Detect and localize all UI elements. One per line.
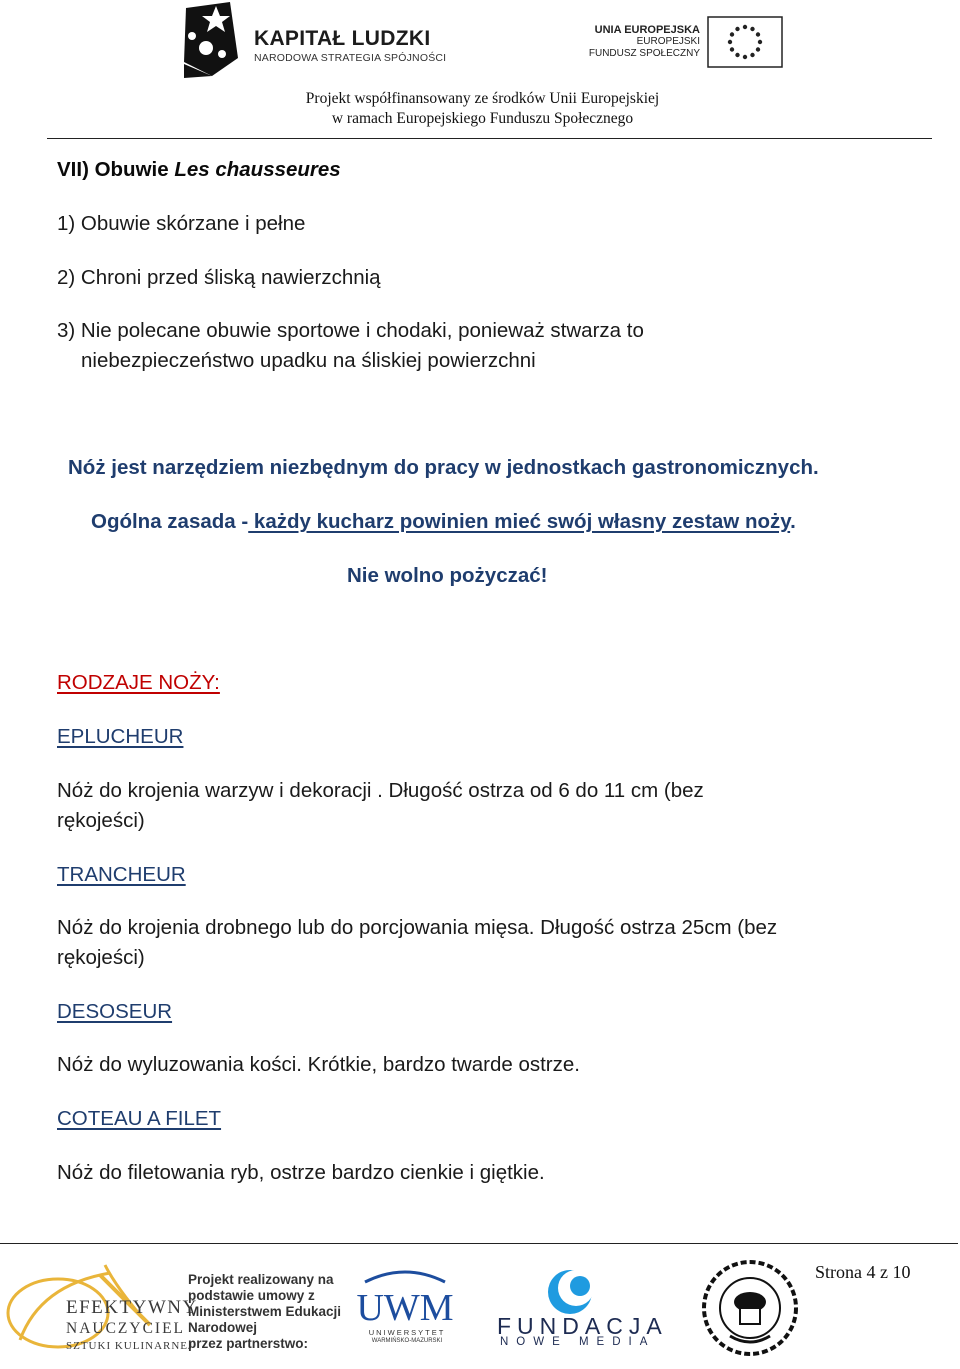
logo1-line-2: NAUCZYCIEL bbox=[66, 1320, 186, 1337]
logo1-line-3: SZTUKI KULINARNEJ bbox=[66, 1340, 194, 1352]
project-line-1: Projekt współfinansowany ze środków Unii Europejskiej bbox=[305, 90, 660, 107]
fundacja-line-1: FUNDACJA bbox=[497, 1313, 668, 1339]
eu-star-icon bbox=[756, 47, 760, 51]
eu-star-icon bbox=[730, 47, 734, 51]
project-line-2: w ramach Europejskiego Funduszu Społecznego bbox=[331, 110, 634, 127]
kapital-ludzki-title: KAPITAŁ LUDZKI bbox=[254, 27, 431, 50]
uwm-letters: UWM bbox=[356, 1287, 454, 1329]
partner-line: Narodowej bbox=[188, 1320, 258, 1335]
section-heading-italic: Les chausseures bbox=[174, 158, 341, 181]
eu-star-icon bbox=[756, 32, 760, 36]
knife-name-desoseur: DESOSEUR bbox=[57, 1000, 173, 1023]
knife-description: rękojeści) bbox=[57, 809, 145, 832]
knife-intro: Nóż jest narzędziem niezbędnym do pracy w jednostkach gastronomicznych. bbox=[68, 456, 819, 479]
general-rule bbox=[91, 507, 796, 537]
project-funding-note bbox=[260, 89, 705, 129]
knife-description: rękojeści) bbox=[57, 946, 145, 969]
knife-name-eplucheur: EPLUCHEUR bbox=[57, 725, 184, 748]
knife-description: Nóż do krojenia warzyw i dekoracji . Długość ostrza od 6 do 11 cm (bez bbox=[57, 779, 704, 802]
partner-line: Ministerstwem Edukacji bbox=[188, 1304, 342, 1319]
kapital-ludzki-subtitle: NARODOWA STRATEGIA SPÓJNOŚCI bbox=[254, 52, 447, 64]
page-number: Strona 4 z 10 bbox=[815, 1262, 911, 1282]
eu-star-icon bbox=[743, 55, 747, 59]
eu-line-3: FUNDUSZ SPOŁECZNY bbox=[588, 48, 700, 59]
footer-divider bbox=[0, 1243, 958, 1244]
eu-line-2: EUROPEJSKI bbox=[636, 36, 700, 47]
eu-flag-icon bbox=[707, 16, 783, 68]
general-rule-suffix: . bbox=[790, 510, 796, 533]
eu-star-icon bbox=[758, 40, 762, 44]
kurt-scheller-academy-seal-icon bbox=[700, 1258, 800, 1358]
section-heading bbox=[57, 155, 341, 185]
no-lending-note: Nie wolno pożyczać! bbox=[347, 564, 548, 587]
general-rule-underlined: każdy kucharz powinien mieć swój własny zestaw noży bbox=[248, 510, 791, 533]
kapital-ludzki-logo-icon bbox=[182, 2, 242, 78]
logo1-line-1: EFEKTYWNY bbox=[66, 1297, 198, 1318]
partner-line: przez partnerstwo: bbox=[188, 1336, 309, 1351]
eu-star-icon bbox=[750, 27, 754, 31]
partner-line: Projekt realizowany na bbox=[188, 1272, 334, 1287]
partnership-note bbox=[188, 1272, 341, 1352]
knife-description: Nóż do filetowania ryb, ostrze bardzo cienkie i giętkie. bbox=[57, 1161, 545, 1184]
eu-star-icon bbox=[750, 53, 754, 57]
knife-types-heading: RODZAJE NOŻY: bbox=[57, 671, 220, 694]
header-divider bbox=[47, 138, 932, 139]
knife-name-coteau-a-filet: COTEAU A FILET bbox=[57, 1107, 222, 1130]
knife-description: Nóż do wyluzowania kości. Krótkie, bardzo twarde ostrze. bbox=[57, 1053, 580, 1076]
eu-star-icon bbox=[735, 53, 739, 57]
general-rule-prefix: Ogólna zasada - bbox=[91, 510, 249, 533]
eu-label bbox=[560, 24, 700, 60]
knife-description: Nóż do krojenia drobnego lub do porcjowania mięsa. Długość ostrza 25cm (bez bbox=[57, 916, 778, 939]
eu-star-icon bbox=[743, 25, 747, 29]
list-item: 2) Chroni przed śliską nawierzchnią bbox=[57, 266, 381, 289]
fundacja-line-2: NOWE MEDIA bbox=[500, 1336, 656, 1348]
uwm-line-2: WARMIŃSKO-MAZURSKI bbox=[371, 1338, 443, 1344]
list-item: 1) Obuwie skórzane i pełne bbox=[57, 212, 306, 235]
partner-line: podstawie umowy z bbox=[188, 1288, 315, 1303]
list-item-continuation: niebezpieczeństwo upadku na śliskiej powierzchni bbox=[81, 349, 536, 372]
knife-name-trancheur: TRANCHEUR bbox=[57, 863, 186, 886]
eu-line-1: UNIA EUROPEJSKA bbox=[594, 24, 700, 36]
eu-star-icon bbox=[728, 40, 732, 44]
uwm-line-1: UNIWERSYTET bbox=[368, 1328, 446, 1337]
eu-star-icon bbox=[735, 27, 739, 31]
eu-star-icon bbox=[730, 32, 734, 36]
list-item: 3) Nie polecane obuwie sportowe i chodaki, ponieważ stwarza to bbox=[57, 319, 644, 342]
section-heading-prefix: VII) Obuwie bbox=[57, 158, 175, 181]
